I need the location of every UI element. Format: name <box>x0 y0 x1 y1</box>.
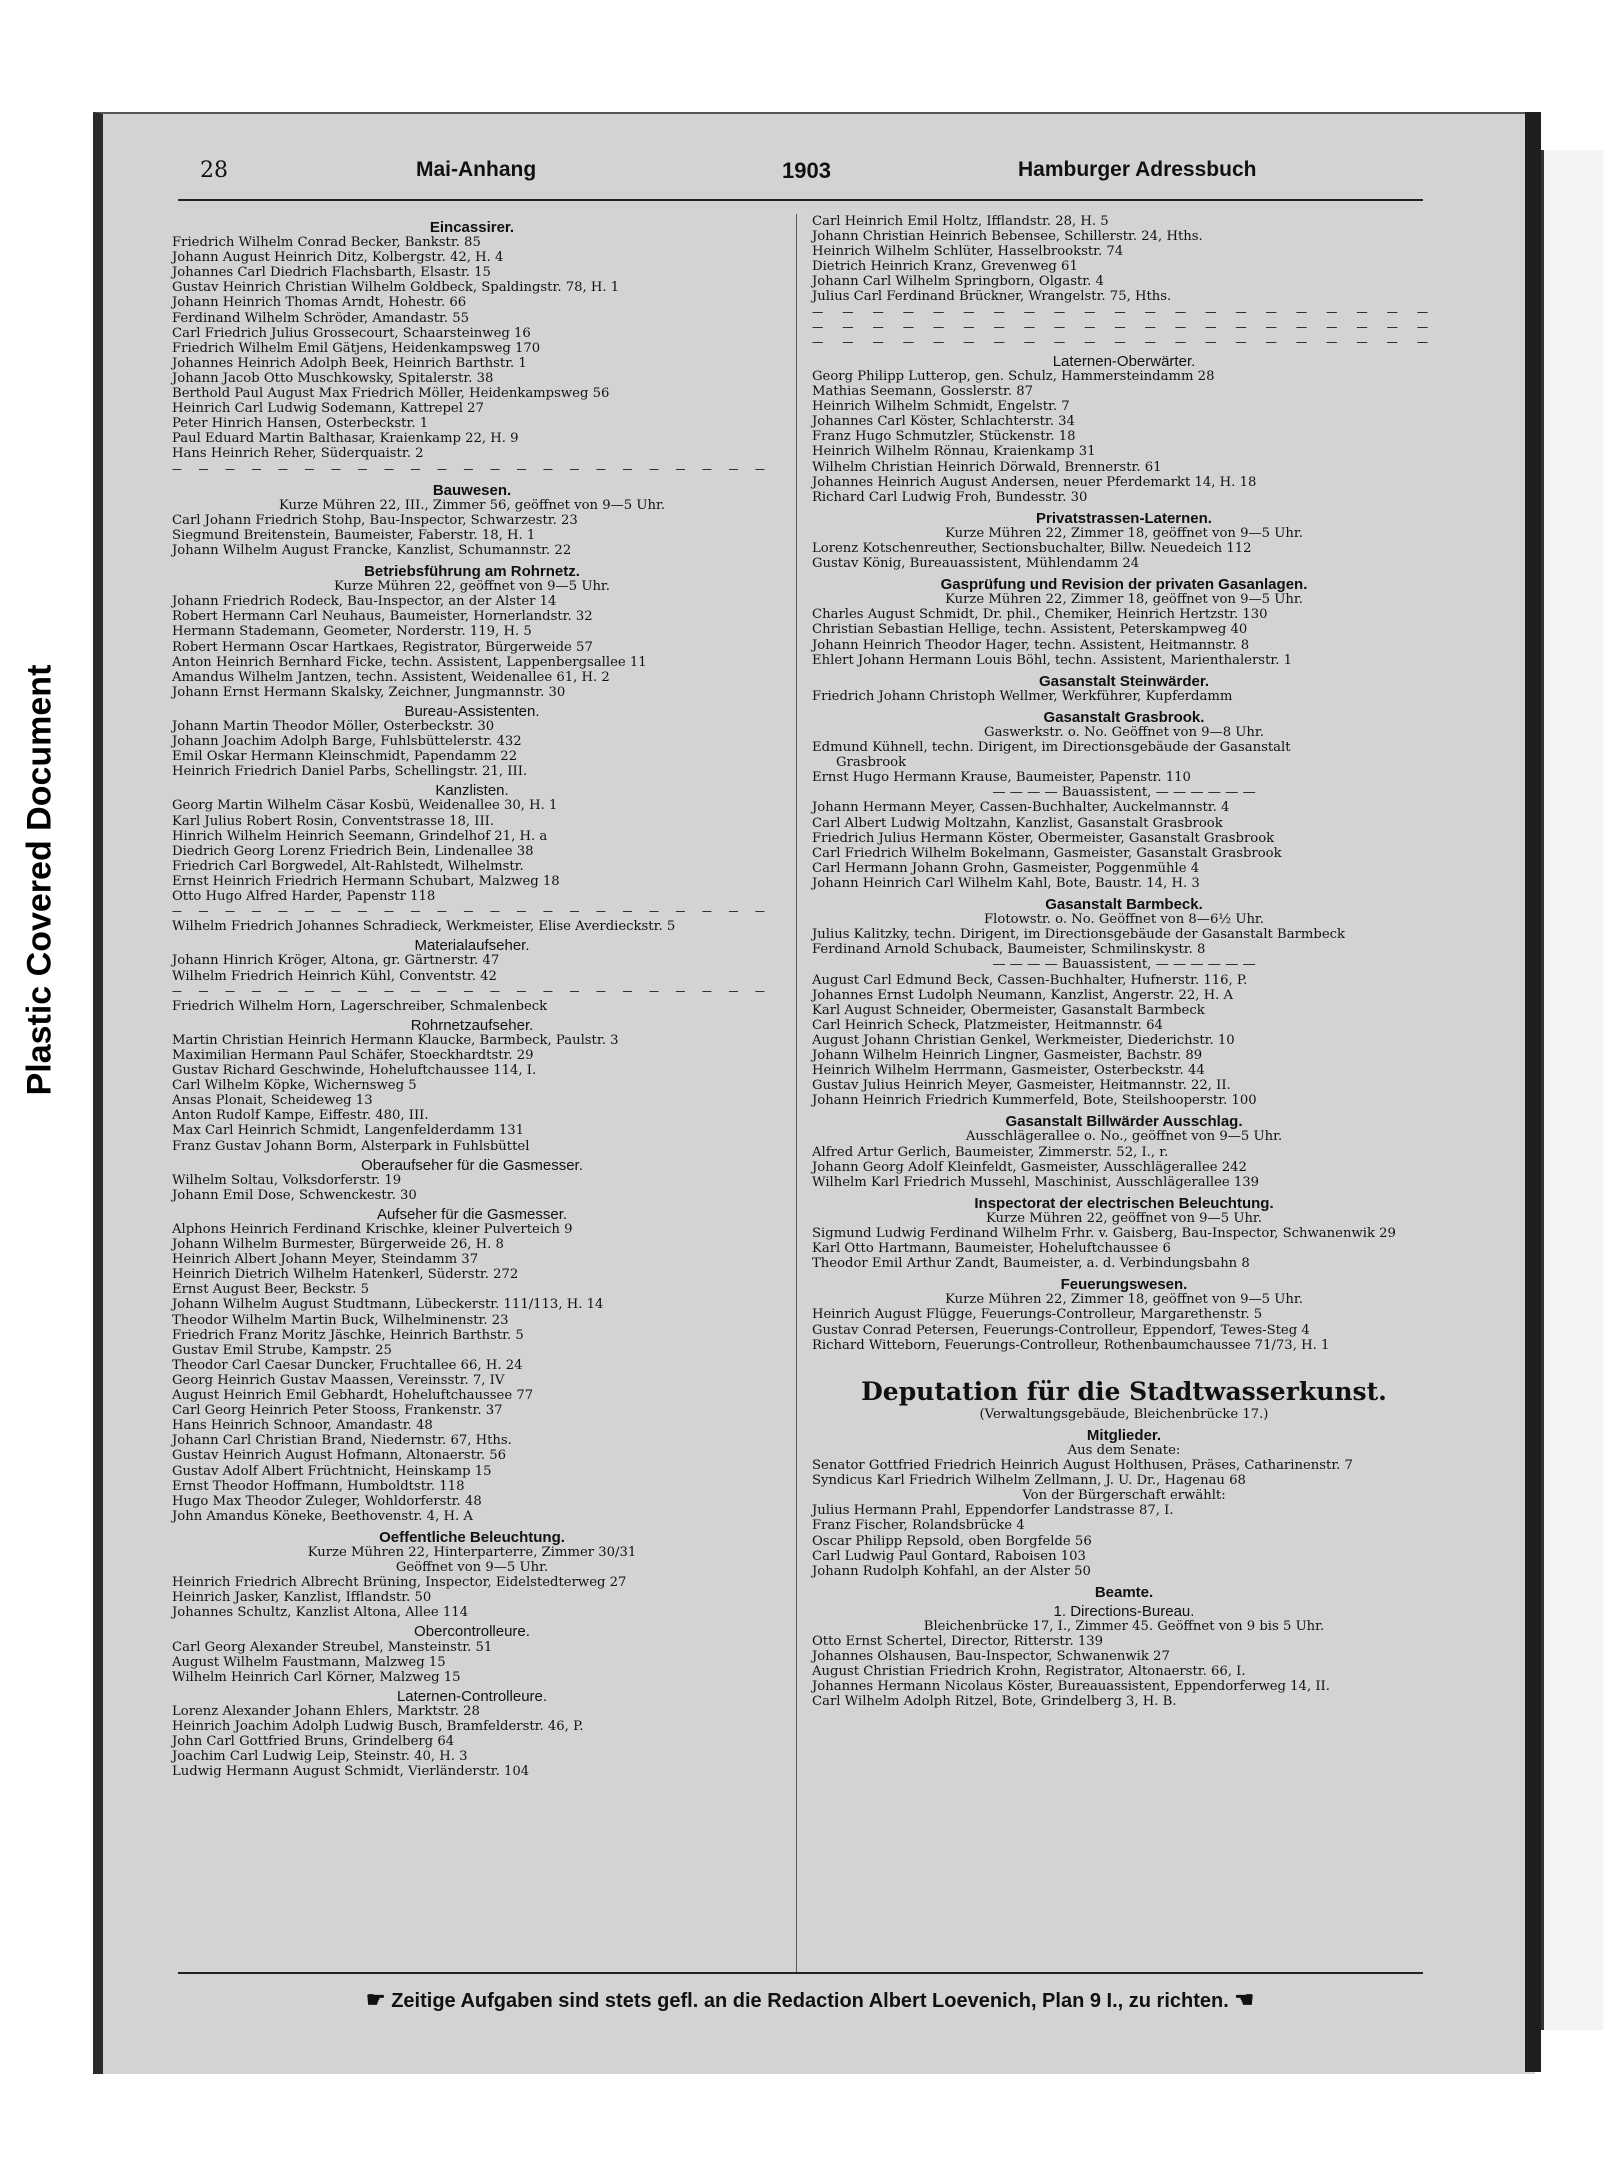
entry-line: John Amandus Köneke, Beethovenstr. 4, H. A <box>172 1508 473 1524</box>
entry-line: Ernst Theodor Hoffmann, Humboldtstr. 118 <box>172 1478 465 1494</box>
entry-line: Georg Heinrich Gustav Maassen, Vereinsstr. 7, IV <box>172 1372 505 1388</box>
info-line: — — — — Bauassistent, — — — — — — <box>992 785 1256 801</box>
footer-text: Zeitige Aufgaben sind stets gefl. an die Redaction Albert Loevenich, Plan 9 I., zu richten. <box>391 1990 1229 2012</box>
entry-line: Franz Gustav Johann Borm, Alsterpark in Fuhlsbüttel <box>172 1138 530 1154</box>
entry-line: Anton Heinrich Bernhard Ficke, techn. Assistent, Lappenbergsallee 11 <box>172 654 647 670</box>
section-heading: Mitglieder. <box>1086 1426 1162 1444</box>
section-heading: Laternen-Controlleure. <box>396 1687 548 1705</box>
right-column <box>812 214 1436 1710</box>
entry-line: Karl August Schneider, Obermeister, Gasanstalt Barmbeck <box>812 1002 1205 1018</box>
entry-line: Ludwig Hermann August Schmidt, Vierländerstr. 104 <box>172 1764 530 1780</box>
info-line: Flotowstr. o. No. Geöffnet von 8—6½ Uhr. <box>984 912 1264 928</box>
entry-line: Wilhelm Soltau, Volksdorferstr. 19 <box>172 1172 402 1188</box>
separator-line: — — — — — — — — — — — — — — — — — — — — — — — <box>172 983 772 999</box>
entry-line: Julius Kalitzky, techn. Dirigent, im Directionsgebäude der Gasanstalt Barmbeck <box>812 927 1346 943</box>
entry-line: Robert Hermann Oscar Hartkaes, Registrator, Bürgerweide 57 <box>172 639 593 655</box>
entry-line: Paul Eduard Martin Balthasar, Kraienkamp 22, H. 9 <box>172 431 519 447</box>
entry-line: Gustav Richard Geschwinde, Hoheluftchaussee 114, I. <box>172 1063 537 1079</box>
entry-line: Lorenz Kotschenreuther, Sectionsbuchalter, Billw. Neuedeich 112 <box>812 540 1252 556</box>
section-heading: Feuerungswesen. <box>1060 1276 1188 1294</box>
separator-line: — — — — — — — — — — — — — — — — — — — — — — — <box>172 461 772 477</box>
entry-line: Georg Philipp Lutterop, gen. Schulz, Hammersteindamm 28 <box>812 368 1215 384</box>
entry-line: Johannes Schultz, Kanzlist Altona, Allee 114 <box>172 1605 469 1621</box>
entry-line: Ehlert Johann Hermann Louis Böhl, techn. Assistent, Marienthalerstr. 1 <box>812 652 1292 668</box>
info-line: Kurze Mühren 22, Zimmer 18, geöffnet von 9—5 Uhr. <box>945 592 1303 608</box>
entry-line: Johann Heinrich Friedrich Kummerfeld, Bote, Steilshooperstr. 100 <box>812 1093 1257 1109</box>
entry-line: Friedrich Wilhelm Horn, Lagerschreiber, Schmalenbeck <box>172 998 548 1014</box>
entry-line: Christian Sebastian Hellige, techn. Assistent, Peterskampweg 40 <box>812 622 1248 638</box>
entry-line: Johannes Heinrich Adolph Beek, Heinrich Barthstr. 1 <box>172 355 527 371</box>
entry-line: Johann Georg Adolf Kleinfeldt, Gasmeister, Ausschlägerallee 242 <box>812 1159 1247 1175</box>
info-line: Kurze Mühren 22, III., Zimmer 56, geöffnet von 9—5 Uhr. <box>278 497 666 513</box>
entry-line: Amandus Wilhelm Jantzen, techn. Assistent, Weidenallee 61, H. 2 <box>172 669 610 685</box>
entry-line: Ernst Hugo Hermann Krause, Baumeister, Papenstr. 110 <box>812 770 1191 786</box>
entry-line: Johann Wilhelm Burmester, Bürgerweide 26, H. 8 <box>172 1237 504 1253</box>
section-heading: Gasanstalt Billwärder Ausschlag. <box>1005 1113 1243 1131</box>
section-title: Mai-Anhang <box>416 158 537 181</box>
footer-rule <box>178 1972 1423 1974</box>
entry-line: Maximilian Hermann Paul Schäfer, Stoeckhardtstr. 29 <box>172 1047 534 1063</box>
entry-line: Carl Friedrich Julius Grossecourt, Schaarsteinweg 16 <box>172 325 531 341</box>
section-heading: Materialaufseher. <box>414 937 530 955</box>
entry-line: Friedrich Wilhelm Emil Gätjens, Heidenkampsweg 170 <box>172 340 541 356</box>
entry-line: Carl Heinrich Scheck, Platzmeister, Heitmannstr. 64 <box>812 1017 1163 1033</box>
entry-line: Sigmund Ludwig Ferdinand Wilhelm Frhr. v. Gaisberg, Bau-Inspector, Schwanenwik 29 <box>812 1226 1396 1241</box>
entry-line: Carl Wilhelm Adolph Ritzel, Bote, Grindelberg 3, H. B. <box>812 1694 1177 1710</box>
entry-line: Carl Johann Friedrich Stohp, Bau-Inspector, Schwarzestr. 23 <box>172 512 578 528</box>
entry-line: Carl Albert Ludwig Moltzahn, Kanzlist, Gasanstalt Grasbrook <box>812 815 1223 831</box>
separator-line: — — — — — — — — — — — — — — — — — — — — — <box>812 304 1436 320</box>
info-line: Gaswerkstr. o. No. Geöffnet von 9—8 Uhr. <box>984 725 1264 740</box>
entry-line: Berthold Paul August Max Friedrich Möller, Heidenkampsweg 56 <box>172 386 610 402</box>
entry-line: August Christian Friedrich Krohn, Registrator, Altonaerstr. 66, I. <box>812 1664 1246 1680</box>
section-heading: Laternen-Oberwärter. <box>1052 352 1196 370</box>
entry-line: Heinrich Friedrich Albrecht Brüning, Inspector, Eidelstedterweg 27 <box>172 1575 627 1591</box>
entry-line: Martin Christian Heinrich Hermann Klaucke, Barmbeck, Paulstr. 3 <box>172 1032 619 1048</box>
side-label <box>0 600 80 1160</box>
section-heading: Gasanstalt Grasbrook. <box>1043 708 1205 726</box>
side-label-text: Plastic Covered Document <box>20 664 59 1096</box>
entry-line: Robert Hermann Carl Neuhaus, Baumeister, Hornerlandstr. 32 <box>172 609 593 625</box>
entry-line: Hermann Stademann, Geometer, Norderstr. 119, H. 5 <box>172 624 532 640</box>
entry-line: Ernst Heinrich Friedrich Hermann Schubart, Malzweg 18 <box>172 873 560 889</box>
info-line: Kurze Mühren 22, Zimmer 18, geöffnet von 9—5 Uhr. <box>945 1292 1303 1308</box>
column-divider <box>796 214 797 1974</box>
entry-line: Johannes Hermann Nicolaus Köster, Bureauassistent, Eppendorferweg 14, II. <box>812 1679 1330 1695</box>
entry-line: Heinrich Wilhelm Schlüter, Hasselbrookstr. 74 <box>812 244 1124 260</box>
section-heading: Inspectorat der electrischen Beleuchtung. <box>974 1194 1274 1212</box>
page-header <box>200 158 1410 198</box>
entry-line: Heinrich Carl Ludwig Sodemann, Kattrepel 27 <box>172 401 484 417</box>
main-heading: Deputation für die Stadtwasserkunst. <box>861 1376 1387 1406</box>
entry-line: Max Carl Heinrich Schmidt, Langenfelderdamm 131 <box>172 1123 525 1139</box>
entry-line: Gustav Julius Heinrich Meyer, Gasmeister, Heitmannstr. 22, II. <box>812 1078 1231 1094</box>
info-line: Geöffnet von 9—5 Uhr. <box>395 1560 549 1576</box>
entry-line: Heinrich August Flügge, Feuerungs-Controlleur, Margarethenstr. 5 <box>812 1307 1263 1323</box>
entry-line: Wilhelm Friedrich Heinrich Kühl, Conventstr. 42 <box>172 968 497 984</box>
entry-line: Friedrich Carl Borgwedel, Alt-Rahlstedt, Wilhelmstr. <box>172 858 524 874</box>
info-line: Von der Bürgerschaft erwählt: <box>1022 1488 1226 1504</box>
entry-line: Georg Martin Wilhelm Cäsar Kosbü, Weidenallee 30, H. 1 <box>172 798 558 814</box>
section-heading: Privatstrassen-Laternen. <box>1036 509 1212 527</box>
entry-line: Edmund Kühnell, techn. Dirigent, im Directionsgebäude der Gasanstalt <box>812 740 1291 756</box>
entry-line: Johann Hinrich Kröger, Altona, gr. Gärtnerstr. 47 <box>172 953 500 969</box>
section-heading: Kanzlisten. <box>435 782 509 800</box>
entry-line: Mathias Seemann, Gosslerstr. 87 <box>812 384 1033 400</box>
entry-line: Heinrich Friedrich Daniel Parbs, Schellingstr. 21, III. <box>172 764 528 780</box>
entry-line: Heinrich Joachim Adolph Ludwig Busch, Bramfelderstr. 46, P. <box>172 1719 584 1734</box>
entry-line: Richard Carl Ludwig Froh, Bundesstr. 30 <box>812 489 1088 505</box>
entry-line: Lorenz Alexander Johann Ehlers, Marktstr. 28 <box>172 1703 480 1719</box>
section-heading: Betriebsführung am Rohrnetz. <box>364 563 580 581</box>
entry-line: Heinrich Jasker, Kanzlist, Ifflandstr. 50 <box>172 1590 432 1606</box>
entry-line: Gustav Heinrich August Hofmann, Altonaerstr. 56 <box>172 1448 507 1464</box>
entry-line: Siegmund Breitenstein, Baumeister, Faberstr. 18, H. 1 <box>172 527 536 543</box>
entry-line: Dietrich Heinrich Kranz, Grevenweg 61 <box>812 259 1078 275</box>
entry-line: Johann Rudolph Kohfahl, an der Alster 50 <box>812 1563 1091 1579</box>
entry-line: Ferdinand Wilhelm Schröder, Amandastr. 55 <box>172 310 470 326</box>
year: 1903 <box>782 158 831 183</box>
entry-line: August Johann Christian Genkel, Werkmeister, Diederichstr. 10 <box>812 1032 1235 1048</box>
section-heading: Rohrnetzaufseher. <box>410 1016 534 1034</box>
entry-line: Carl Hermann Johann Grohn, Gasmeister, Poggenmühle 4 <box>812 860 1200 876</box>
separator-line: — — — — — — — — — — — — — — — — — — — — — <box>812 319 1436 335</box>
entry-line: John Carl Gottfried Bruns, Grindelberg 64 <box>172 1734 455 1750</box>
entry-line: Hans Heinrich Schnoor, Amandastr. 48 <box>172 1418 433 1434</box>
entry-line: Heinrich Albert Johann Meyer, Steindamm 37 <box>172 1252 479 1268</box>
entry-line: Friedrich Johann Christoph Wellmer, Werkführer, Kupferdamm <box>812 688 1233 704</box>
entry-line: Hinrich Wilhelm Heinrich Seemann, Grindelhof 21, H. a <box>172 828 548 844</box>
entry-line: August Carl Edmund Beck, Cassen-Buchhalter, Hufnerstr. 116, P. <box>812 972 1248 988</box>
section-heading: Oeffentliche Beleuchtung. <box>379 1528 565 1546</box>
entry-line: Hugo Max Theodor Zuleger, Wohldorferstr. 48 <box>172 1493 482 1509</box>
entry-line: Gustav König, Bureauassistent, Mühlendamm 24 <box>812 556 1140 572</box>
section-heading: Bauwesen. <box>432 481 512 499</box>
section-heading: 1. Directions-Bureau. <box>1053 1602 1195 1620</box>
entry-line: Peter Hinrich Hansen, Osterbeckstr. 1 <box>172 416 429 432</box>
section-heading: Oberaufseher für die Gasmesser. <box>361 1156 583 1174</box>
entry-line: Johann Friedrich Rodeck, Bau-Inspector, an der Alster 14 <box>172 594 557 610</box>
book-title: Hamburger Adressbuch <box>1018 158 1257 181</box>
entry-line: Richard Witteborn, Feuerungs-Controlleur, Rothenbaumchaussee 71/73, H. 1 <box>812 1337 1330 1353</box>
entry-line: Joachim Carl Ludwig Leip, Steinstr. 40, H. 3 <box>172 1749 468 1765</box>
entry-line: Oscar Philipp Repsold, oben Borgfelde 56 <box>812 1533 1092 1549</box>
entry-line: Theodor Emil Arthur Zandt, Baumeister, a. d. Verbindungsbahn 8 <box>812 1256 1250 1272</box>
entry-line: Carl Georg Heinrich Peter Stooss, Frankenstr. 37 <box>172 1403 503 1419</box>
info-line: Kurze Mühren 22, Zimmer 18, geöffnet von 9—5 Uhr. <box>945 525 1303 541</box>
entry-line: Theodor Carl Caesar Duncker, Fruchtallee 66, H. 24 <box>172 1357 523 1373</box>
separator-line: — — — — — — — — — — — — — — — — — — — — — — — <box>172 904 772 920</box>
entry-line: Johannes Heinrich August Andersen, neuer Pferdemarkt 14, H. 18 <box>812 474 1257 490</box>
entry-line: Johann Ernst Hermann Skalsky, Zeichner, Jungmannstr. 30 <box>172 684 566 700</box>
entry-line: Wilhelm Christian Heinrich Dörwald, Brennerstr. 61 <box>812 459 1162 475</box>
entry-line: Charles August Schmidt, Dr. phil., Chemiker, Heinrich Hertzstr. 130 <box>812 607 1268 623</box>
entry-continuation: Grasbrook <box>836 755 907 771</box>
entry-line: Emil Oskar Hermann Kleinschmidt, Papendamm 22 <box>172 749 518 765</box>
section-heading: Gasprüfung und Revision der privaten Gasanlagen. <box>940 576 1308 594</box>
entry-line: Johann Carl Christian Brand, Niedernstr. 67, Hths. <box>172 1433 512 1449</box>
entry-line: Johann Emil Dose, Schwenckestr. 30 <box>172 1187 417 1203</box>
entry-line: Ansas Plonait, Scheideweg 13 <box>172 1093 373 1109</box>
page-edge-shadow <box>1525 112 1541 2072</box>
pointing-hand-left-icon: ☛ <box>365 1987 386 2012</box>
entry-line: Ernst August Beer, Beckstr. 5 <box>172 1282 369 1298</box>
entry-line: Gustav Heinrich Christian Wilhelm Goldbeck, Spaldingstr. 78, H. 1 <box>172 280 620 296</box>
entry-line: Johann Hermann Meyer, Cassen-Buchhalter, Auckelmannstr. 4 <box>812 800 1230 816</box>
entry-line: Karl Julius Robert Rosin, Conventstrasse 18, III. <box>172 813 495 829</box>
pointing-hand-right-icon: ☚ <box>1234 1987 1255 2012</box>
section-heading: Beamte. <box>1094 1583 1154 1601</box>
entry-line: Wilhelm Karl Friedrich Mussehl, Maschinist, Ausschlägerallee 139 <box>812 1174 1260 1190</box>
entry-line: Friedrich Julius Hermann Köster, Obermeister, Gasanstalt Grasbrook <box>812 830 1275 846</box>
entry-line: Gustav Emil Strube, Kampstr. 25 <box>172 1342 392 1358</box>
info-line: Kurze Mühren 22, Hinterparterre, Zimmer 30/31 <box>307 1544 637 1560</box>
entry-line: Wilhelm Friedrich Johannes Schradieck, Werkmeister, Elise Averdieckstr. 5 <box>172 919 676 935</box>
info-line: — — — — Bauassistent, — — — — — — <box>992 957 1256 973</box>
separator-line: — — — — — — — — — — — — — — — — — — — — — <box>812 334 1436 350</box>
entry-line: Johann Wilhelm Heinrich Lingner, Gasmeister, Bachstr. 89 <box>812 1047 1203 1063</box>
adjacent-page-strip <box>1541 150 1603 2030</box>
entry-line: Hans Heinrich Reher, Süderquaistr. 2 <box>172 446 424 462</box>
page-number: 28 <box>200 158 228 183</box>
section-heading: Gasanstalt Barmbeck. <box>1045 896 1203 914</box>
entry-line: Johann Heinrich Thomas Arndt, Hohestr. 66 <box>172 295 467 311</box>
entry-line: Johann Heinrich Theodor Hager, techn. Assistent, Heitmannstr. 8 <box>812 637 1250 653</box>
entry-line: Friedrich Franz Moritz Jäschke, Heinrich Barthstr. 5 <box>172 1327 524 1343</box>
info-line: Bleichenbrücke 17, I., Zimmer 45. Geöffnet von 9 bis 5 Uhr. <box>923 1618 1325 1634</box>
entry-line: Johann Carl Wilhelm Springborn, Olgastr. 4 <box>812 274 1104 290</box>
entry-line: Johann Christian Heinrich Bebensee, Schillerstr. 24, Hths. <box>812 229 1203 245</box>
entry-line: Friedrich Wilhelm Conrad Becker, Bankstr. 85 <box>172 235 481 251</box>
entry-line: Johann August Heinrich Ditz, Kolbergstr. 42, H. 4 <box>172 250 504 266</box>
entry-line: August Wilhelm Faustmann, Malzweg 15 <box>172 1654 446 1670</box>
footer-notice <box>250 1987 1370 2013</box>
entry-line: Franz Fischer, Rolandsbrücke 4 <box>812 1518 1025 1534</box>
entry-line: Alfred Artur Gerlich, Baumeister, Zimmerstr. 52, I., r. <box>812 1144 1169 1160</box>
entry-line: Johann Heinrich Carl Wilhelm Kahl, Bote, Baustr. 14, H. 3 <box>812 875 1200 891</box>
entry-line: Alphons Heinrich Ferdinand Krischke, kleiner Pulverteich 9 <box>172 1222 573 1237</box>
section-heading: Aufseher für die Gasmesser. <box>376 1205 568 1223</box>
entry-line: August Heinrich Emil Gebhardt, Hoheluftchaussee 77 <box>172 1388 534 1404</box>
entry-line: Senator Gottfried Friedrich Heinrich August Holthusen, Präses, Catharinenstr. 7 <box>812 1458 1353 1474</box>
entry-line: Johann Jacob Otto Muschkowsky, Spitalerstr. 38 <box>172 370 494 386</box>
entry-line: Julius Carl Ferdinand Brückner, Wrangelstr. 75, Hths. <box>812 289 1172 305</box>
section-heading: Gasanstalt Steinwärder. <box>1038 672 1210 690</box>
section-heading: Eincassirer. <box>429 219 515 236</box>
info-line: Ausschlägerallee o. No., geöffnet von 9—5 Uhr. <box>965 1129 1283 1145</box>
info-line: Aus dem Senate: <box>1067 1442 1181 1458</box>
entry-line: Johannes Carl Köster, Schlachterstr. 34 <box>812 414 1075 430</box>
entry-line: Otto Hugo Alfred Harder, Papenstr 118 <box>172 889 436 905</box>
left-column <box>172 214 772 1779</box>
entry-line: Syndicus Karl Friedrich Wilhelm Zellmann, J. U. Dr., Hagenau 68 <box>812 1473 1246 1489</box>
info-line: (Verwaltungsgebäude, Bleichenbrücke 17.) <box>979 1406 1269 1422</box>
entry-line: Heinrich Wilhelm Herrmann, Gasmeister, Osterbeckstr. 44 <box>812 1063 1205 1079</box>
entry-line: Anton Rudolf Kampe, Eiffestr. 480, III. <box>172 1108 429 1124</box>
entry-line: Johann Wilhelm August Studtmann, Lübeckerstr. 111/113, H. 14 <box>172 1297 604 1313</box>
entry-line: Johann Joachim Adolph Barge, Fuhlsbüttelerstr. 432 <box>172 734 522 750</box>
entry-line: Carl Heinrich Emil Holtz, Ifflandstr. 28, H. 5 <box>812 214 1109 229</box>
entry-line: Carl Wilhelm Köpke, Wichernsweg 5 <box>172 1078 417 1094</box>
entry-line: Carl Ludwig Paul Gontard, Raboisen 103 <box>812 1548 1086 1564</box>
entry-line: Diedrich Georg Lorenz Friedrich Bein, Lindenallee 38 <box>172 843 534 859</box>
section-heading: Obercontrolleure. <box>414 1623 530 1641</box>
entry-line: Johann Wilhelm August Francke, Kanzlist, Schumannstr. 22 <box>172 542 572 558</box>
entry-line: Heinrich Wilhelm Rönnau, Kraienkamp 31 <box>812 444 1096 460</box>
section-heading: Bureau-Assistenten. <box>404 702 540 720</box>
entry-line: Johannes Ernst Ludolph Neumann, Kanzlist, Angerstr. 22, H. A <box>812 987 1234 1003</box>
entry-line: Otto Ernst Schertel, Director, Ritterstr. 139 <box>812 1634 1104 1650</box>
entry-line: Carl Georg Alexander Streubel, Mansteinstr. 51 <box>172 1639 493 1655</box>
entry-line: Theodor Wilhelm Martin Buck, Wilhelminenstr. 23 <box>172 1312 509 1328</box>
entry-line: Carl Friedrich Wilhelm Bokelmann, Gasmeister, Gasanstalt Grasbrook <box>812 845 1282 861</box>
entry-line: Johannes Olshausen, Bau-Inspector, Schwanenwik 27 <box>812 1649 1170 1665</box>
header-rule <box>178 199 1423 201</box>
entry-line: Julius Hermann Prahl, Eppendorfer Landstrasse 87, I. <box>812 1503 1174 1519</box>
entry-line: Johannes Carl Diedrich Flachsbarth, Elsastr. 15 <box>172 265 491 281</box>
entry-line: Johann Martin Theodor Möller, Osterbeckstr. 30 <box>172 719 495 734</box>
entry-line: Heinrich Dietrich Wilhelm Hatenkerl, Süderstr. 272 <box>172 1267 519 1283</box>
entry-line: Franz Hugo Schmutzler, Stückenstr. 18 <box>812 429 1076 445</box>
entry-line: Wilhelm Heinrich Carl Körner, Malzweg 15 <box>172 1669 461 1685</box>
entry-line: Karl Otto Hartmann, Baumeister, Hoheluftchaussee 6 <box>812 1241 1171 1257</box>
entry-line: Gustav Adolf Albert Früchtnicht, Heinskamp 15 <box>172 1463 492 1479</box>
info-line: Kurze Mühren 22, geöffnet von 9—5 Uhr. <box>986 1210 1262 1226</box>
entry-line: Gustav Conrad Petersen, Feuerungs-Controlleur, Eppendorf, Tewes-Steg 4 <box>812 1322 1310 1338</box>
entry-line: Heinrich Wilhelm Schmidt, Engelstr. 7 <box>812 399 1070 415</box>
info-line: Kurze Mühren 22, geöffnet von 9—5 Uhr. <box>334 579 610 595</box>
entry-line: Ferdinand Arnold Schuback, Baumeister, Schmilinskystr. 8 <box>812 942 1206 958</box>
